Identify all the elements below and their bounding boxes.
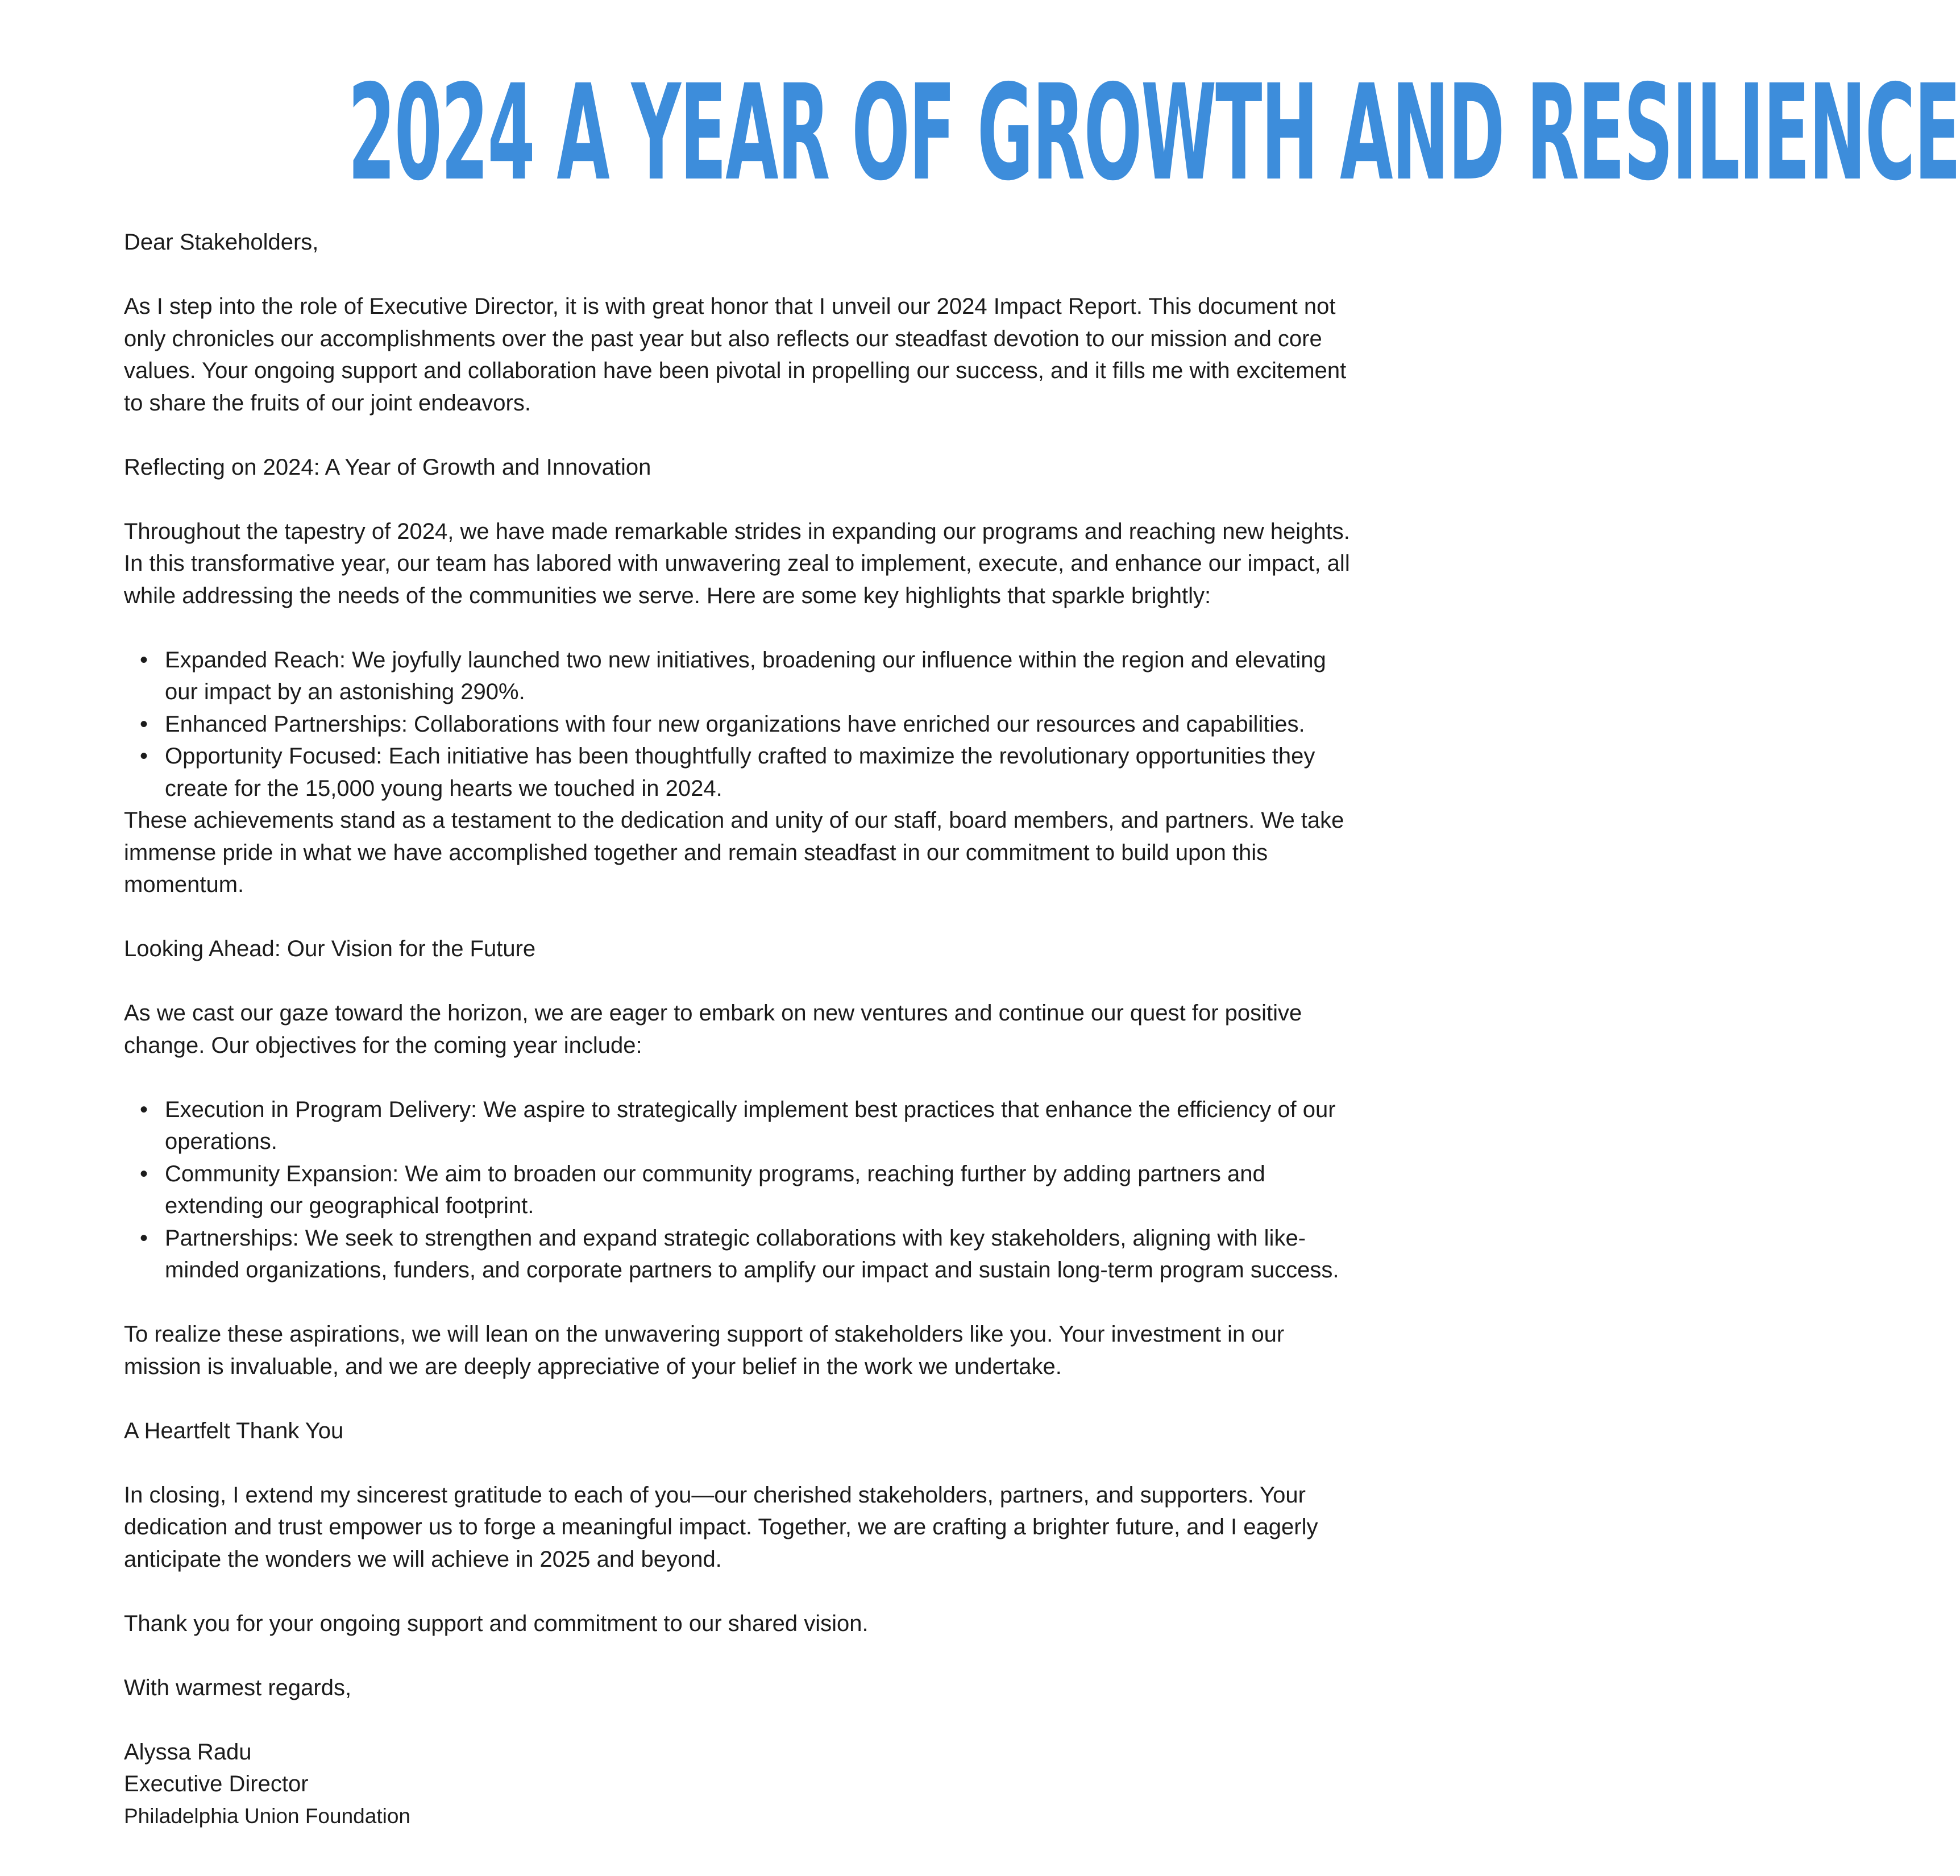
page-title: 2024 A YEAR OF GROWTH AND RESILIENCE bbox=[348, 56, 1960, 210]
section-heading-thank-you: A Heartfelt Thank You bbox=[124, 1418, 344, 1443]
letter-body bbox=[124, 226, 1357, 1832]
intro-paragraph: As I step into the role of Executive Director, it is with great honor that I unveil our 2024 Impact Report. This document not only chronicles our accomplishments over the past year but also reflects our steadfast devotion to our mission and core values. Your ongoing support and collaboration have been pivotal in propelling our success, and it fills me with excitement to share the fruits of our joint endeavors. bbox=[124, 294, 1347, 416]
bullet-icon: • bbox=[140, 1225, 148, 1251]
list-item bbox=[140, 1158, 1357, 1222]
list-item-text: Enhanced Partnerships: Collaborations with four new organizations have enriched our resources and capabilities. bbox=[165, 711, 1305, 737]
section-closing-reflecting: These achievements stand as a testament to the dedication and unity of our staff, board members, and partners. We take immense pride in what we have accomplished together and remain steadfast in our commitment to build upon this momentum. bbox=[124, 808, 1344, 897]
list-item bbox=[140, 1094, 1357, 1158]
bullet-icon: • bbox=[140, 1097, 148, 1122]
bullet-icon: • bbox=[140, 711, 148, 737]
list-item bbox=[140, 1222, 1357, 1286]
list-item-text: Community Expansion: We aim to broaden our community programs, reaching further by adding partners and extending our geographical footprint. bbox=[165, 1161, 1265, 1218]
bullet-icon: • bbox=[140, 647, 148, 673]
salutation: Dear Stakeholders, bbox=[124, 230, 319, 255]
highlights-list bbox=[124, 644, 1357, 805]
list-item-text: Opportunity Focused: Each initiative has been thoughtfully crafted to maximize the revolutionary opportunities they create for the 15,000 young hearts we touched in 2024. bbox=[165, 744, 1315, 801]
section-heading-reflecting: Reflecting on 2024: A Year of Growth and Innovation bbox=[124, 454, 651, 480]
thanks-line: Thank you for your ongoing support and commitment to our shared vision. bbox=[124, 1611, 869, 1636]
bullet-icon: • bbox=[140, 1161, 148, 1186]
section-paragraph-looking-ahead: As we cast our gaze toward the horizon, we are eager to embark on new ventures and continue our quest for positive change. Our objectives for the coming year include: bbox=[124, 1001, 1302, 1058]
signoff: With warmest regards, bbox=[124, 1675, 352, 1700]
list-item bbox=[140, 708, 1357, 741]
list-item bbox=[140, 740, 1357, 804]
signature-role: Executive Director bbox=[124, 1771, 309, 1796]
list-item bbox=[140, 644, 1357, 708]
section-closing-looking-ahead: To realize these aspirations, we will lean on the unwavering support of stakeholders like you. Your investment in our mission is invaluable, and we are deeply appreciative of your belief in the work we undertake. bbox=[124, 1322, 1285, 1379]
list-item-text: Partnerships: We seek to strengthen and expand strategic collaborations with key stakeholders, aligning with like-minded organizations, funders, and corporate partners to amplify our impact and sustain long-term program success. bbox=[165, 1225, 1339, 1283]
signature-block bbox=[124, 1736, 1357, 1833]
objectives-list bbox=[124, 1094, 1357, 1286]
signature-name: Alyssa Radu bbox=[124, 1739, 252, 1765]
list-item-text: Expanded Reach: We joyfully launched two new initiatives, broadening our influence within the region and elevating our impact by an astonishing 290%. bbox=[165, 647, 1326, 704]
signature-organization: Philadelphia Union Foundation bbox=[124, 1804, 410, 1828]
section-paragraph-thank-you: In closing, I extend my sincerest gratitude to each of you—our cherished stakeholders, partners, and supporters. Your dedication and trust empower us to forge a meaningful impact. Together, we are crafting a brighter future, and I eagerly anticipate the wonders we will achieve in 2025 and beyond. bbox=[124, 1482, 1318, 1572]
bullet-icon: • bbox=[140, 744, 148, 769]
section-heading-looking-ahead: Looking Ahead: Our Vision for the Future bbox=[124, 936, 536, 961]
section-paragraph-reflecting: Throughout the tapestry of 2024, we have made remarkable strides in expanding our programs and reaching new heights. In this transformative year, our team has labored with unwavering zeal to implement, execute, and enhance our impact, all while addressing the needs of the communities we serve. Here are some key highlights that sparkle brightly: bbox=[124, 518, 1350, 608]
list-item-text: Execution in Program Delivery: We aspire to strategically implement best practices that enhance the efficiency of our operations. bbox=[165, 1097, 1336, 1154]
